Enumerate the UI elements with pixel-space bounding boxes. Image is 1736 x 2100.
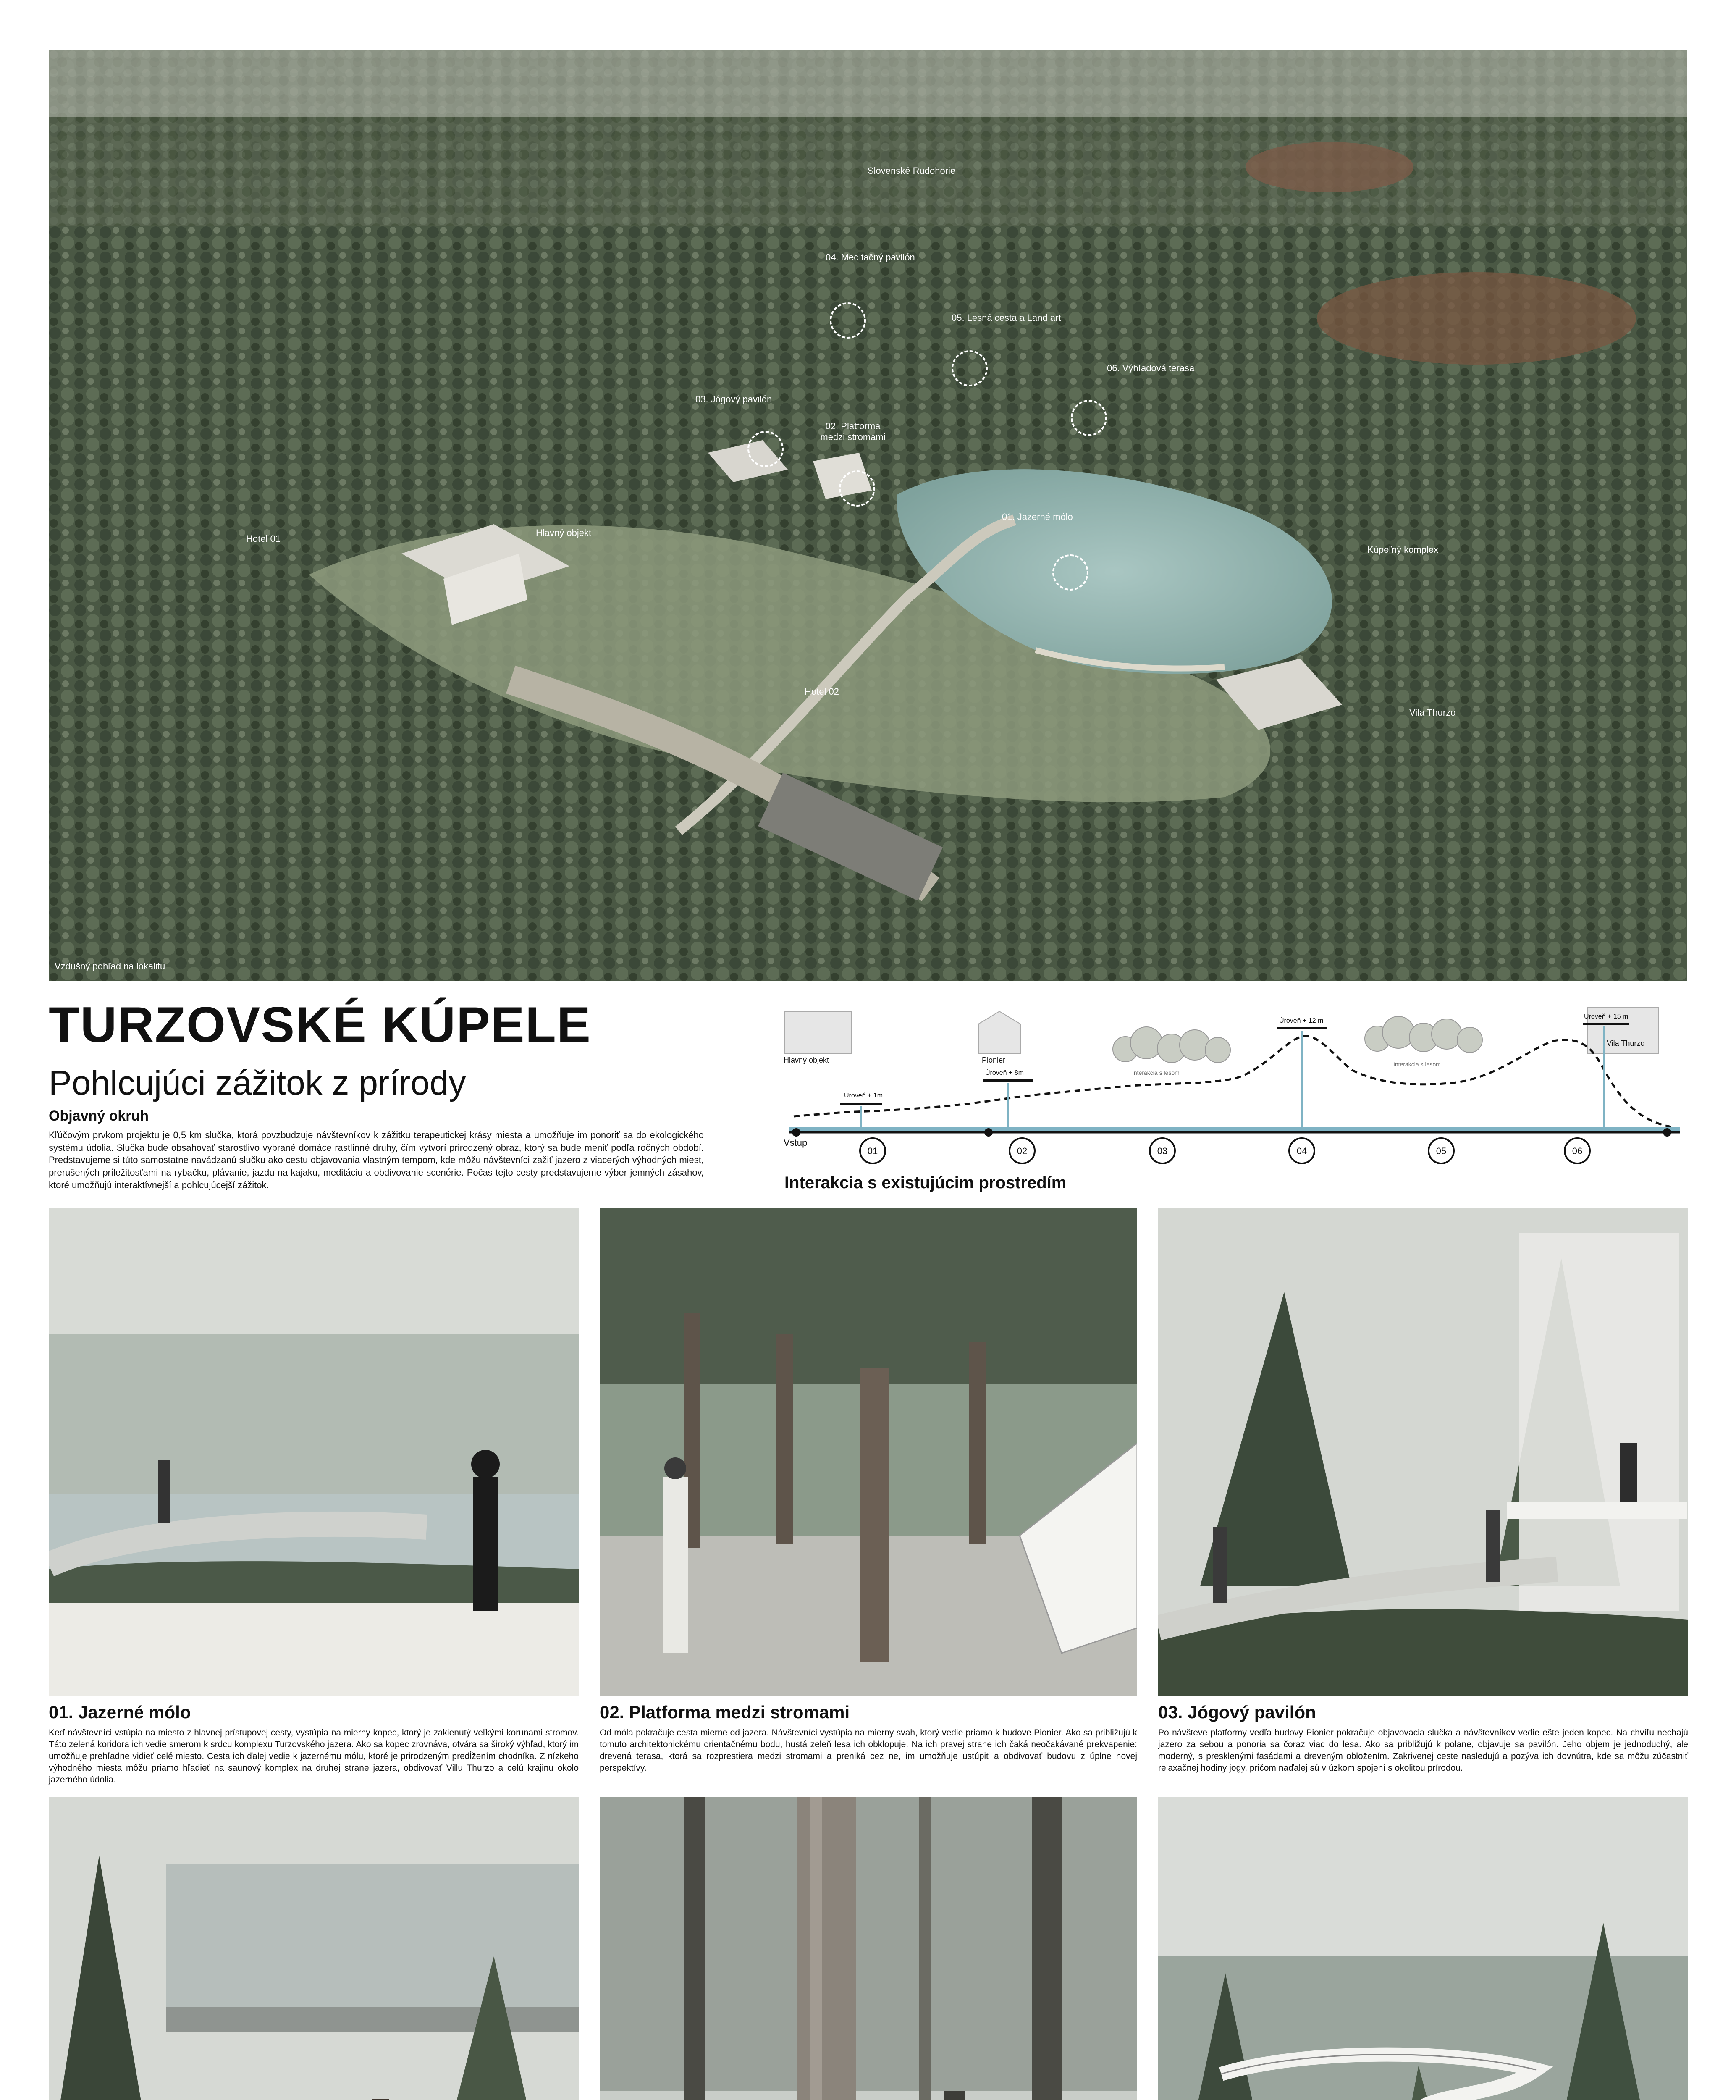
level-label: Úroveň + 1m bbox=[844, 1092, 883, 1099]
building-label: Pionier bbox=[982, 1056, 1006, 1064]
poi-marker-02 bbox=[839, 470, 875, 507]
page-title: TURZOVSKÉ KÚPELE bbox=[49, 997, 592, 1053]
render-02-tree-platform bbox=[600, 1208, 1137, 1696]
aerial-illustration bbox=[49, 50, 1687, 981]
render-06-viewing-terrace bbox=[1158, 1797, 1688, 2100]
building-label: Hlavný objekt bbox=[784, 1056, 829, 1064]
aerial-label: Hotel 02 bbox=[805, 686, 839, 697]
section-title: 02. Platforma medzi stromami bbox=[600, 1702, 850, 1722]
poi-marker-05 bbox=[952, 350, 988, 386]
circuit-heading: Objavný okruh bbox=[49, 1108, 149, 1124]
aerial-caption: Vzdušný pohľad na lokalitu bbox=[55, 961, 165, 971]
circuit-description: Kľúčovým prvkom projektu je 0,5 km slučka, ktorá povzbudzuje návštevníkov k zážitku terapeutickej krásy miesta a umožňuje im ponoriť sa do ekologického systému údolia. Slučka bude obsahovať starostlivo vybrané domáce rastlinné druhy, čím vytvorí prirodzený obraz, ktorý sa bude meniť podľa ročných období. Predstavujeme si túto samostatne navádzanú slučku ako cestu objavovania vlastným tempom, kde môžu návštevníci zažiť jazero z viacerých výhodných miest, prerušených príležitosťami na rybačku, plávanie, jazdu na kajaku, meditáciu a obdivovanie scenérie. Počas tejto cesty predstavujeme výber jemných zásahov, ktoré umožňujú interaktívnejší a pohlcujúcejší zážitok. bbox=[49, 1130, 704, 1190]
building-icon-pionier bbox=[978, 1011, 1020, 1053]
aerial-label: Hotel 01 bbox=[246, 533, 281, 544]
stop-label: 04 bbox=[1296, 1146, 1307, 1156]
building-label: Vila Thurzo bbox=[1607, 1039, 1645, 1047]
stop-label: 03 bbox=[1157, 1146, 1168, 1156]
stop-label: 01 bbox=[867, 1146, 878, 1156]
route-profile-diagram bbox=[781, 999, 1688, 1175]
tree-group-2 bbox=[1365, 1016, 1482, 1053]
page-subtitle: Pohlcujúci zážitok z prírody bbox=[49, 1064, 466, 1102]
tree-group-1 bbox=[1113, 1027, 1230, 1063]
level-label: Úroveň + 12 m bbox=[1279, 1017, 1324, 1024]
start-label: Vstup bbox=[784, 1137, 808, 1148]
aerial-label: 01. Jazerné mólo bbox=[1002, 512, 1073, 522]
render-03-yoga-pavilion bbox=[1158, 1208, 1688, 1696]
aerial-label: 06. Výhľadová terasa bbox=[1107, 363, 1195, 373]
route-profile-svg bbox=[781, 999, 1688, 1175]
zone-label: Interakcia s lesom bbox=[1132, 1069, 1180, 1076]
aerial-label: 05. Lesná cesta a Land art bbox=[952, 312, 1061, 323]
level-label: Úroveň + 15 m bbox=[1584, 1013, 1628, 1020]
zone-label: Interakcia s lesom bbox=[1393, 1061, 1441, 1068]
poi-marker-04 bbox=[830, 302, 866, 339]
aerial-label: 02. Platforma medzi stromami bbox=[820, 421, 886, 442]
section-text: Keď návštevníci vstúpia na miesto z hlavnej prístupovej cesty, vystúpia na mierny kopec, ktorý je zakienutý veľkými korunami stromov. Táto zelená koridora ich vedie smerom k srdcu komplexu Turzovského jazera. Ako sa kopec zrovnáva, otvára sa široký výhľad, ktorý im umožňuje prehľadne vidieť celé miesto. Cesta ich ďalej vedie k jazernému mólu, ktoré je prirodzeným predĺžením chodníka. Z nízkeho výhodného miesta môžu priamo hľadieť na saunový komplex na druhej strane jazera, obdivovať Villu Thurzo a celú krajinu okolo jazerného údolia. bbox=[49, 1728, 579, 1785]
aerial-label: 04. Meditačný pavilón bbox=[826, 252, 915, 262]
aerial-label: 03. Jógový pavilón bbox=[695, 394, 772, 404]
render-05-forest-path-land-art bbox=[600, 1797, 1137, 2100]
aerial-label: Hlavný objekt bbox=[536, 528, 592, 538]
poi-marker-03 bbox=[747, 431, 784, 467]
stop-label: 05 bbox=[1436, 1146, 1447, 1156]
section-text: Od móla pokračuje cesta mierne od jazera. Návštevníci vystúpia na mierny svah, ktorý vedie priamo k budove Pionier. Ako sa približujú k tomuto architektonickému orientačnému bodu, hustá zeleň lesa ich obklopuje. Na ich pravej strane ich čaká neočakávané prekvapenie: drevená terasa, ktorá sa rozprestiera medzi stromami a preniká cez ne, im umožňuje ustúpiť a obdivovať budovu z úplne novej perspektívy. bbox=[600, 1728, 1137, 1773]
building-icon-main bbox=[784, 1011, 852, 1053]
interaction-title: Interakcia s existujúcim prostredím bbox=[784, 1173, 1067, 1192]
stop-label: 02 bbox=[1017, 1146, 1028, 1156]
render-01-lake-pier bbox=[49, 1208, 579, 1696]
stop-label: 06 bbox=[1572, 1146, 1583, 1156]
aerial-label: Kúpeľný komplex bbox=[1367, 544, 1439, 555]
section-title: 03. Jógový pavilón bbox=[1158, 1702, 1316, 1722]
aerial-label: Vila Thurzo bbox=[1409, 707, 1456, 718]
section-title: 01. Jazerné mólo bbox=[49, 1702, 191, 1722]
render-04-meditation-pavilion bbox=[49, 1797, 579, 2100]
level-label: Úroveň + 8m bbox=[985, 1069, 1024, 1076]
aerial-view-image bbox=[49, 50, 1687, 981]
section-text: Po návšteve platformy vedľa budovy Pionier pokračuje objavovacia slučka a návštevníkov vedie ešte jeden kopec. Na chvíľu nechajú jazero za sebou a ponoria sa čoraz viac do lesa. Ako sa približujú k polane, objavuje sa pavilón. Jeho objem je jednoduchý, ale moderný, s presklenými fasádami a dreveným obložením. Zakrivenej ceste nasledujú a pozýva ich dovnútra, kde sa môžu zúčastniť relaxačnej hodiny jogy, pričom naďalej sú v úzkom spojení s okolitou prírodou. bbox=[1158, 1728, 1688, 1773]
poi-marker-06 bbox=[1071, 400, 1107, 436]
aerial-label: Slovenské Rudohorie bbox=[868, 165, 956, 176]
poi-marker-01 bbox=[1052, 554, 1088, 591]
